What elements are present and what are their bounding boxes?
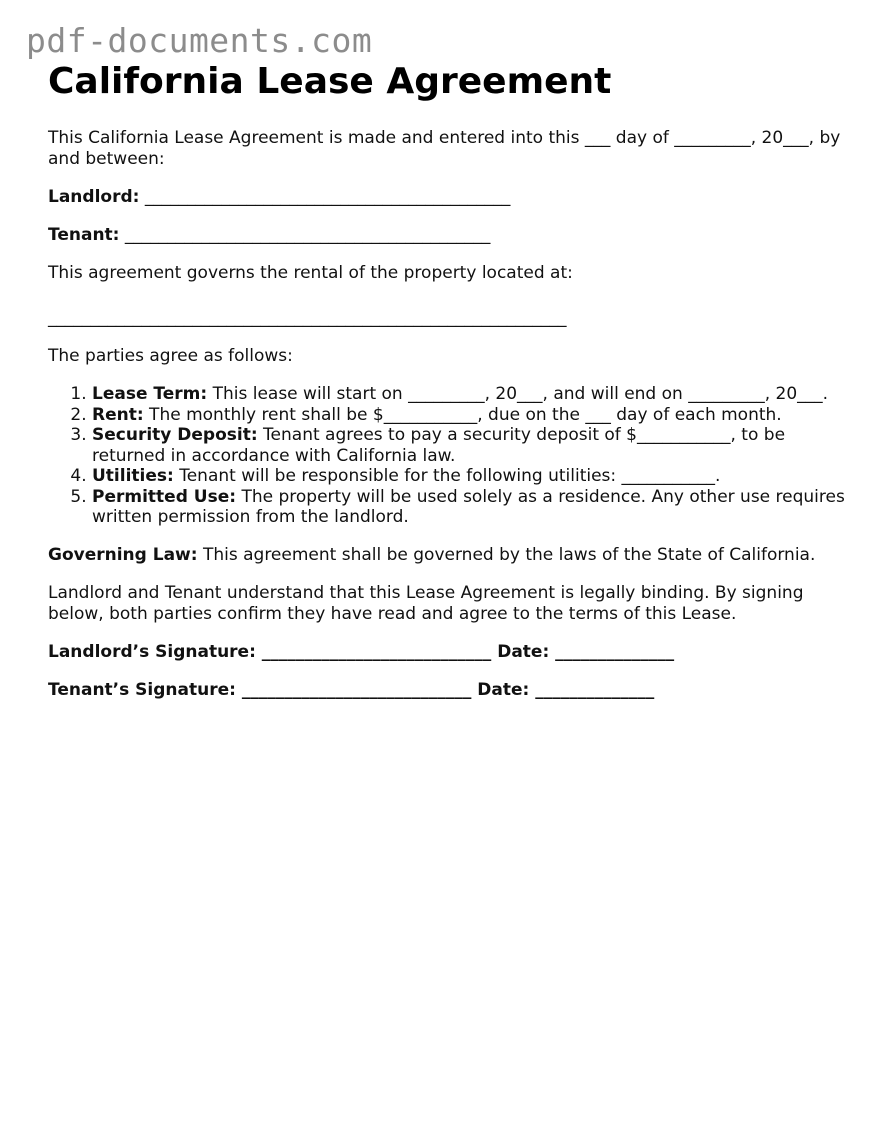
term-item-security-deposit <box>92 425 848 466</box>
watermark: pdf-documents.com <box>26 21 373 60</box>
tenant-label: Tenant: <box>48 225 120 245</box>
term-item-lease-term <box>92 384 848 405</box>
term-label: Security Deposit: <box>92 425 258 445</box>
term-label: Lease Term: <box>92 384 208 404</box>
term-label: Permitted Use: <box>92 486 237 507</box>
term-item-permitted-use <box>92 487 848 528</box>
term-text: Tenant will be responsible for the following utilities: ___________. <box>173 466 721 486</box>
landlord-line <box>48 187 848 208</box>
term-item-rent <box>92 405 848 426</box>
property-intro: This agreement governs the rental of the property located at: <box>48 263 573 283</box>
term-text: The property will be used solely as a residence. Any other use requires written permission from the landlord. <box>92 486 845 527</box>
lease-document <box>48 60 848 701</box>
term-item-utilities <box>92 466 848 487</box>
landlord-label: Landlord: <box>48 187 140 207</box>
term-text: This lease will start on _________, 20___, and will end on _________, 20___. <box>207 384 829 404</box>
term-text: The monthly rent shall be $___________, due on the ___ day of each month. <box>143 404 782 425</box>
intro-paragraph: This California Lease Agreement is made and entered into this ___ day of _________, 20___, by and between: <box>48 128 841 169</box>
term-text: Tenant agrees to pay a security deposit of $___________, to be returned in accordance with California law. <box>92 425 786 466</box>
governing-law <box>48 545 848 566</box>
governing-law-text: This agreement shall be governed by the laws of the State of California. <box>197 544 816 565</box>
tenant-signature-text: Tenant’s Signature: ___________________________ Date: ______________ <box>48 679 655 700</box>
landlord-signature-line <box>48 642 848 663</box>
governing-law-label: Governing Law: <box>48 544 198 565</box>
parties-agree: The parties agree as follows: <box>48 346 293 366</box>
tenant-line <box>48 225 848 246</box>
terms-list <box>48 384 848 528</box>
property-address-blank: _____________________________________________________________ <box>48 308 567 328</box>
document-title: California Lease Agreement <box>48 61 612 102</box>
binding-paragraph: Landlord and Tenant understand that this Lease Agreement is legally binding. By signing below, both parties confirm they have read and agree to the terms of this Lease. <box>48 582 804 624</box>
landlord-blank: ___________________________________________ <box>139 187 511 207</box>
tenant-blank: ___________________________________________ <box>119 225 491 245</box>
tenant-signature-line <box>48 680 848 701</box>
term-label: Rent: <box>92 404 144 425</box>
landlord-signature-text: Landlord’s Signature: ___________________________ Date: ______________ <box>48 641 675 662</box>
term-label: Utilities: <box>92 466 174 486</box>
